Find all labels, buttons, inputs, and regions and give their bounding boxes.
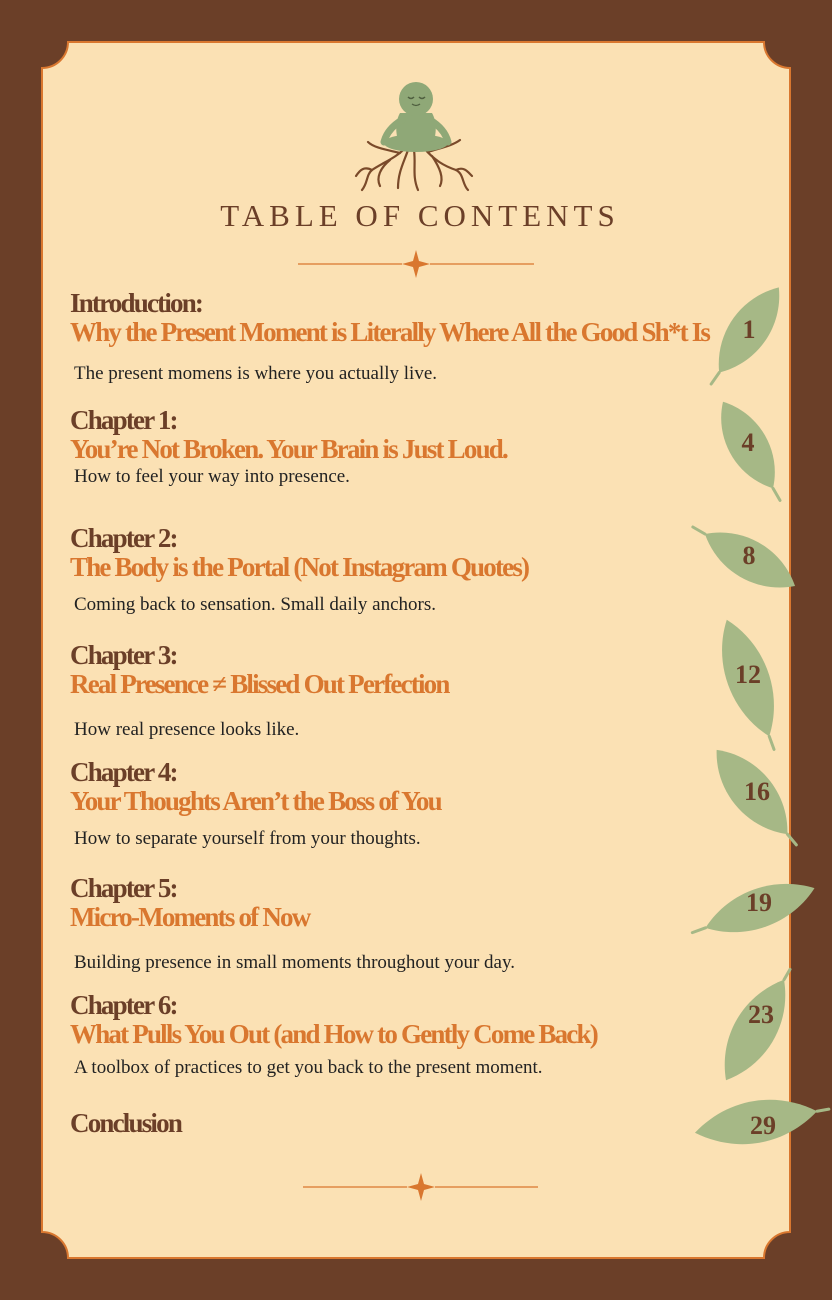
page-number: 8 (742, 541, 756, 570)
page-number: 1 (742, 315, 756, 344)
chapter-label: Introduction: (70, 288, 203, 318)
toc-entry-conclusion[interactable] (70, 1109, 710, 1137)
toc-entry-chapter-3[interactable] (70, 641, 710, 741)
page-number: 29 (750, 1111, 776, 1140)
toc-entry-introduction[interactable] (70, 289, 710, 385)
chapter-label: Chapter 3: (70, 640, 177, 670)
chapter-label: Chapter 1: (70, 405, 177, 435)
chapter-label: Chapter 2: (70, 523, 177, 553)
chapter-description: The present momens is where you actually live. (74, 363, 438, 384)
page-number: 23 (748, 1000, 774, 1029)
chapter-label: Chapter 6: (70, 990, 177, 1020)
page-number: 12 (735, 660, 761, 689)
chapter-description: Coming back to sensation. Small daily anchors. (74, 594, 437, 615)
chapter-description: How to feel your way into presence. (74, 466, 350, 487)
toc-entry-chapter-2[interactable] (70, 524, 710, 616)
chapter-title: What Pulls You Out (and How to Gently Come Back) (70, 1019, 597, 1049)
chapter-title: The Body is the Portal (Not Instagram Quotes) (70, 552, 529, 582)
chapter-title: Micro-Moments of Now (70, 902, 310, 932)
chapter-label: Conclusion (70, 1108, 182, 1138)
chapter-title: You’re Not Broken. Your Brain is Just Loud. (70, 434, 507, 464)
chapter-description: How to separate yourself from your thoughts. (74, 828, 421, 849)
chapter-title: Real Presence ≠ Blissed Out Perfection (70, 669, 449, 699)
toc-entry-chapter-6[interactable] (70, 991, 710, 1079)
toc-entry-chapter-5[interactable] (70, 874, 710, 974)
toc-entry-chapter-1[interactable] (70, 406, 710, 488)
page-number: 16 (744, 777, 770, 806)
chapter-title: Your Thoughts Aren’t the Boss of You (70, 786, 441, 816)
chapter-label: Chapter 4: (70, 757, 177, 787)
page-title: TABLE OF CONTENTS (220, 198, 620, 233)
chapter-description: Building presence in small moments throughout your day. (74, 952, 515, 973)
chapter-title: Why the Present Moment is Literally Where All the Good Sh*t Is (70, 317, 710, 347)
page-number: 4 (741, 428, 755, 457)
chapter-description: How real presence looks like. (74, 719, 300, 740)
chapter-label: Chapter 5: (70, 873, 177, 903)
page-number: 19 (746, 888, 772, 917)
chapter-description: A toolbox of practices to get you back to the present moment. (74, 1057, 543, 1078)
toc-entry-chapter-4[interactable] (70, 758, 710, 850)
